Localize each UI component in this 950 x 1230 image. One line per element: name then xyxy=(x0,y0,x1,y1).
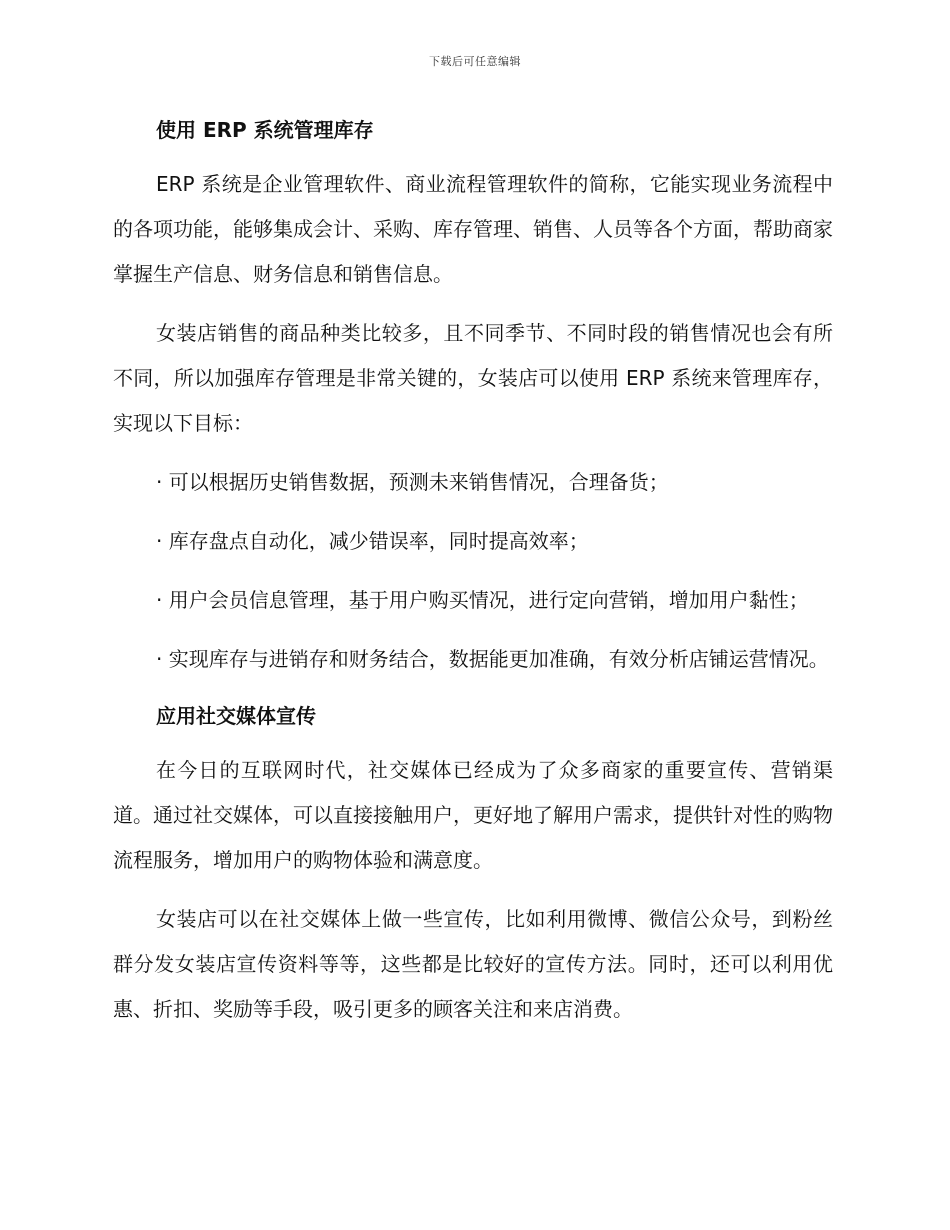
paragraph-social-intro: 在今日的互联网时代，社交媒体已经成为了众多商家的重要宣传、营销渠道。通过社交媒体，可以直接接触用户，更好地了解用户需求，提供针对性的购物流程服务，增加用户的购物体验和满意度。 xyxy=(113,758,833,872)
section-title-erp: 使用 ERP 系统管理库存 xyxy=(156,118,374,142)
header-note: 下载后可任意编辑 xyxy=(429,55,521,68)
paragraph-erp-intro: ERP 系统是企业管理软件、商业流程管理软件的简称，它能实现业务流程中的各项功能，能够集成会计、采购、库存管理、销售、人员等各个方面，帮助商家掌握生产信息、财务信息和销售信息。 xyxy=(113,172,833,286)
bullet-item: · 用户会员信息管理，基于用户购买情况，进行定向营销，增加用户黏性； xyxy=(156,588,809,612)
paragraph-inventory: 女装店销售的商品种类比较多，且不同季节、不同时段的销售情况也会有所不同，所以加强库存管理是非常关键的，女装店可以使用 ERP 系统来管理库存，实现以下目标： xyxy=(113,321,833,435)
bullet-item: · 库存盘点自动化，减少错误率，同时提高效率； xyxy=(156,529,589,553)
bullet-item: · 可以根据历史销售数据，预测未来销售情况，合理备货； xyxy=(156,470,669,494)
document-body xyxy=(113,110,833,1032)
section-title-social: 应用社交媒体宣传 xyxy=(156,704,316,728)
bullet-item: · 实现库存与进销存和财务结合，数据能更加准确，有效分析店铺运营情况。 xyxy=(156,647,829,671)
paragraph-social-methods: 女装店可以在社交媒体上做一些宣传，比如利用微博、微信公众号，到粉丝群分发女装店宣传资料等等，这些都是比较好的宣传方法。同时，还可以利用优惠、折扣、奖励等手段，吸引更多的顾客关注和来店消费。 xyxy=(113,907,833,1021)
